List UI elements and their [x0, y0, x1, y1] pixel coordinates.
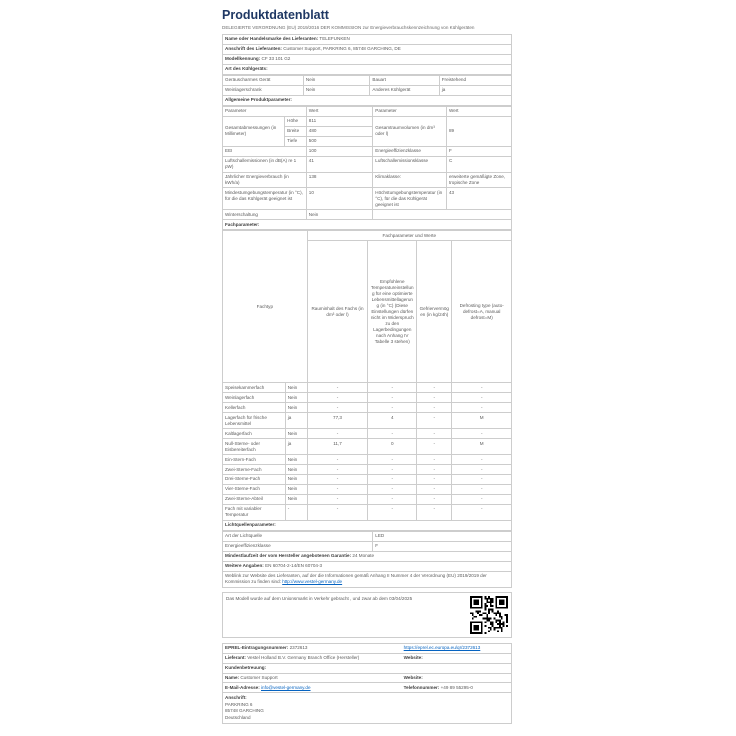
- support-heading-cell: Kundenbetreuung:: [223, 663, 512, 673]
- noise-value: 41: [306, 156, 372, 172]
- table-row: [223, 95, 512, 105]
- table-row: [223, 220, 512, 230]
- wine-storage-label: Weinlagerschrank: [223, 85, 304, 95]
- compartment-present: Nein: [285, 393, 307, 403]
- compartment-name: Zwei-Sterne-Fach: [223, 465, 286, 475]
- table-row: [223, 116, 512, 126]
- support-phone-label: Telefonnummer:: [403, 684, 440, 690]
- weblink-label: Weblink zur Website des Lieferanten, auf der die Informationen gemäß Anhang II Nummer 4 der Verordnung (EU) 2019/2019 der Kommission zu finden sind:: [225, 573, 487, 585]
- supplier-website-link[interactable]: http://www.vestel-germany.de: [282, 579, 343, 585]
- compartment-temp: -: [368, 504, 417, 520]
- compartment-volume: -: [307, 465, 368, 475]
- support-name-label: Name:: [225, 675, 240, 680]
- manufacturer-value: Vestel Holland B.V. Germany Branch Office (Hersteller): [247, 655, 360, 661]
- compartment-present: Nein: [285, 403, 307, 413]
- header-parameter-1: Parameter: [223, 106, 307, 116]
- depth-value: 500: [306, 136, 372, 146]
- support-phone-value: +49 89 55295-0: [440, 684, 473, 690]
- eprel-number: 2372613: [289, 645, 308, 651]
- compartment-temp: -: [368, 465, 417, 475]
- table-row: [223, 146, 512, 156]
- compartment-row: [223, 429, 512, 439]
- compartment-freeze: -: [417, 494, 452, 504]
- compartment-temp: -: [368, 474, 417, 484]
- header-wert-2: Wert: [446, 106, 511, 116]
- support-name-cell: [223, 673, 402, 683]
- support-email-label: E-Mail-Adresse:: [225, 684, 260, 690]
- table-row: [223, 64, 512, 74]
- annual-energy-label: Jährlicher Energieverbrauch (in kWh/a): [223, 172, 307, 188]
- col-header-defrost: Defrosting type (auto-defrost=A, manual defrost=M): [452, 241, 512, 383]
- annual-energy-value: 138: [306, 172, 372, 188]
- other-appliance-label: Anderes Kühlgerät: [370, 85, 439, 95]
- table-row: [223, 85, 512, 95]
- compartment-freeze: -: [417, 403, 452, 413]
- compartment-name: Kellerfach: [223, 403, 286, 413]
- table-row: [223, 571, 512, 587]
- compartment-row: [223, 439, 512, 455]
- compartment-defrost: -: [452, 383, 512, 393]
- table-row: [223, 663, 512, 673]
- compartment-defrost: -: [452, 474, 512, 484]
- table-row: [223, 106, 512, 116]
- compartment-row: [223, 455, 512, 465]
- compartment-volume: -: [307, 484, 368, 494]
- eei-value: 100: [306, 146, 372, 156]
- compartment-defrost: -: [452, 429, 512, 439]
- support-address-line: PARKRING 6: [225, 701, 253, 707]
- light-class-label: Energieeffizienzklasse: [223, 541, 373, 551]
- warranty-row: [223, 551, 512, 561]
- model-id-value: CF 33 101 G2: [261, 56, 291, 62]
- table-row: [223, 44, 512, 54]
- eei-label: EEI: [223, 146, 307, 156]
- compartment-defrost: -: [452, 494, 512, 504]
- table-row: [223, 653, 512, 663]
- compartment-freeze: -: [417, 413, 452, 429]
- min-temp-label: Mindestumgebungstemperatur (in °C), für die das Kühlgerät geeignet ist: [223, 188, 307, 210]
- header-wert-1: Wert: [306, 106, 372, 116]
- compartments-heading: Fachparameter:: [223, 220, 512, 230]
- compartment-volume: -: [307, 403, 368, 413]
- compartment-present: Nein: [285, 455, 307, 465]
- energy-class-label: Energieeffizienzklasse: [373, 146, 447, 156]
- table-row: [223, 551, 512, 561]
- compartment-temp: -: [368, 383, 417, 393]
- table-row: [223, 643, 512, 653]
- table-row: [223, 34, 512, 44]
- compartment-defrost: -: [452, 455, 512, 465]
- col-group-header: Fachparameter und Werte: [307, 231, 511, 241]
- light-params-heading: Lichtquellenparameter:: [223, 520, 512, 530]
- compartment-present: ja: [285, 439, 307, 455]
- page-title: Produktdatenblatt: [222, 8, 329, 22]
- compartment-defrost: M: [452, 439, 512, 455]
- design-type-value: Freistehend: [439, 75, 511, 85]
- compartment-defrost: -: [452, 393, 512, 403]
- supplier-address-row: [223, 44, 512, 54]
- compartment-freeze: -: [417, 393, 452, 403]
- compartment-volume: 11,7: [307, 439, 368, 455]
- low-noise-label: Geräuscharmes Gerät: [223, 75, 304, 85]
- compartment-name: Vier-Sterne-Fach: [223, 484, 286, 494]
- compartment-freeze: -: [417, 439, 452, 455]
- compartment-row: [223, 474, 512, 484]
- table-row: [223, 156, 512, 172]
- appliance-type-heading: Art des Kühlgeräts:: [223, 64, 512, 74]
- supplier-table: [222, 34, 512, 75]
- max-temp-value: 43: [446, 188, 511, 210]
- support-phone-cell: [402, 683, 512, 693]
- compartment-volume: 77,3: [307, 413, 368, 429]
- compartment-temp: -: [368, 494, 417, 504]
- empty-cell: [373, 210, 512, 220]
- compartment-name: Kaltlagerfach: [223, 429, 286, 439]
- other-appliance-value: ja: [439, 85, 511, 95]
- compartment-freeze: -: [417, 474, 452, 484]
- design-type-label: Bauart: [370, 75, 439, 85]
- noise-class-value: C: [446, 156, 511, 172]
- model-id-label: Modellkennung:: [225, 56, 261, 62]
- compartment-temp: -: [368, 403, 417, 413]
- eprel-link-cell: [402, 643, 512, 653]
- compartment-volume: -: [307, 474, 368, 484]
- compartment-temp: -: [368, 429, 417, 439]
- light-source-value: LED: [373, 531, 512, 541]
- supplier-name-row: [223, 34, 512, 44]
- compartment-row: [223, 393, 512, 403]
- compartment-row: [223, 484, 512, 494]
- light-class-value: F: [373, 541, 512, 551]
- compartment-present: ja: [285, 413, 307, 429]
- table-row: [223, 520, 512, 530]
- min-temp-value: 10: [306, 188, 372, 210]
- compartment-present: Nein: [285, 429, 307, 439]
- compartment-defrost: -: [452, 484, 512, 494]
- compartment-row: [223, 403, 512, 413]
- compartment-row: [223, 504, 512, 520]
- market-placement-box: [222, 592, 512, 638]
- eprel-label: EPREL-Eintragungsnummer:: [225, 645, 289, 651]
- support-address-line: 85748 GARCHING: [225, 708, 264, 714]
- table-row: [223, 231, 512, 241]
- compartment-freeze: -: [417, 484, 452, 494]
- compartment-name: Drei-Sterne-Fach: [223, 474, 286, 484]
- height-label: Höhe: [285, 116, 307, 126]
- additional-info-row: [223, 561, 512, 571]
- manufacturer-label: Lieferant:: [225, 655, 246, 661]
- warranty-label: Mindestlaufzeit der vom Hersteller angebotenen Garantie:: [225, 553, 352, 559]
- noise-label: Luftschallemissionen (in dB(A) re 1 pW): [223, 156, 307, 172]
- product-datasheet: [222, 6, 512, 724]
- compartment-row: [223, 465, 512, 475]
- compartment-row: [223, 383, 512, 393]
- winter-setting-value: Nein: [306, 210, 372, 220]
- compartment-freeze: -: [417, 465, 452, 475]
- support-address-line: Deutschland: [225, 714, 251, 720]
- compartment-temp: -: [368, 393, 417, 403]
- col-header-temp: Empfohlene Temperatureinstellung für eine optimierte Lebensmittellagerung (in °C) (Diese Einstellungen dürfen nicht im Widerspruch zu den Lagerbedingungen nach Anhang IV Tabelle 3 stehen): [368, 241, 417, 383]
- table-row: [223, 531, 512, 541]
- compartment-volume: -: [307, 455, 368, 465]
- compartment-volume: -: [307, 429, 368, 439]
- table-row: [223, 210, 512, 220]
- eprel-link[interactable]: https://eprel.ec.europa.eu/qr/2372613: [403, 645, 481, 651]
- depth-label: Tiefe: [285, 136, 307, 146]
- manufacturer-cell: [223, 653, 402, 663]
- compartment-name: Ein-Stern-Fach: [223, 455, 286, 465]
- noise-class-label: Luftschallemissionsklasse: [373, 156, 447, 172]
- weblink-row: [223, 571, 512, 587]
- compartment-volume: -: [307, 383, 368, 393]
- compartment-name: Zwei-Sterne-Abteil: [223, 494, 286, 504]
- compartment-freeze: -: [417, 455, 452, 465]
- market-placement-text: Das Modell wurde auf dem Unionsmarkt in Verkehr gebracht , und zwar ab dem 03/04/2025: [226, 595, 413, 601]
- compartment-present: -: [285, 504, 307, 520]
- general-params-table: [222, 106, 512, 231]
- col-header-fachtyp: Fachtyp: [223, 231, 308, 383]
- compartment-present: Nein: [285, 465, 307, 475]
- compartment-name: Speisekammerfach: [223, 383, 286, 393]
- compartment-present: Nein: [285, 383, 307, 393]
- height-value: 811: [306, 116, 372, 126]
- max-temp-label: Höchstumgebungstemperatur (in °C), für die das Kühlgerät geeignet ist: [373, 188, 447, 210]
- compartment-name: Fach mit variabler Temperatur: [223, 504, 286, 520]
- general-params-heading: Allgemeine Produktparameter:: [223, 95, 512, 105]
- compartment-present: Nein: [285, 484, 307, 494]
- col-header-volume: Rauminhalt des Fachs (in dm³ oder l): [307, 241, 368, 383]
- wine-storage-value: Nein: [303, 85, 369, 95]
- compartment-defrost: M: [452, 413, 512, 429]
- compartment-row: [223, 413, 512, 429]
- light-source-label: Art der Lichtquelle: [223, 531, 373, 541]
- support-website-cell: [402, 673, 512, 683]
- table-row: [223, 541, 512, 551]
- table-row: [223, 75, 512, 85]
- table-row: [223, 188, 512, 210]
- table-row: [223, 54, 512, 64]
- compartment-defrost: -: [452, 403, 512, 413]
- manufacturer-website-label: Website:: [403, 655, 423, 661]
- width-value: 480: [306, 126, 372, 136]
- support-email-cell: [223, 683, 402, 693]
- compartment-name: Lagerfach für frische Lebensmittel: [223, 413, 286, 429]
- table-row: [223, 561, 512, 571]
- support-website-label: Website:: [403, 675, 423, 680]
- additional-info-label: Weitere Angaben:: [225, 563, 264, 569]
- header-parameter-2: Parameter: [373, 106, 447, 116]
- table-row: [223, 172, 512, 188]
- low-noise-value: Nein: [303, 75, 369, 85]
- climate-class-value: erweiterte gemäßigte Zone, tropische Zone: [446, 172, 511, 188]
- contact-table: [222, 643, 512, 724]
- compartment-temp: -: [368, 484, 417, 494]
- appliance-type-table: [222, 75, 512, 106]
- table-row: [223, 683, 512, 693]
- compartment-freeze: -: [417, 429, 452, 439]
- eprel-number-cell: [223, 643, 402, 653]
- supplier-address-label: Anschrift des Lieferanten:: [225, 46, 282, 52]
- total-volume-label: Gesamtraumvolumen (in dm³ oder l): [373, 116, 447, 146]
- support-address-label: Anschrift:: [225, 694, 247, 700]
- light-params-table: [222, 531, 512, 588]
- compartment-temp: 4: [368, 413, 417, 429]
- compartment-freeze: -: [417, 383, 452, 393]
- qr-code: [470, 596, 508, 634]
- compartment-name: Weinlagerfach: [223, 393, 286, 403]
- compartment-name: Null-Sterne- oder Eisbereiterfach: [223, 439, 286, 455]
- dimensions-label: Gesamtabmessungen (in Millimeter): [223, 116, 285, 146]
- compartment-defrost: -: [452, 465, 512, 475]
- col-header-freeze: Gefriervermögen (in kg/24h): [417, 241, 452, 383]
- regulation-text: DELEGIERTE VERORDNUNG (EU) 2019/2016 DER KOMMISSION zur Energieverbrauchskennzeichnung von Kühlgeräten: [222, 25, 475, 30]
- table-row: [223, 673, 512, 683]
- climate-class-label: Klimaklasse:: [373, 172, 447, 188]
- compartment-present: Nein: [285, 494, 307, 504]
- support-address-cell: [223, 693, 512, 724]
- width-label: Breite: [285, 126, 307, 136]
- table-row: [223, 693, 512, 724]
- winter-setting-label: Winterschaltung: [223, 210, 307, 220]
- compartment-volume: -: [307, 393, 368, 403]
- compartment-row: [223, 494, 512, 504]
- additional-info-value: EN 60704-2-14/EN 60704-3: [265, 563, 323, 569]
- warranty-value: 24 Monate: [352, 553, 375, 559]
- supplier-name-label: Name oder Handelsmarke des Lieferanten:: [225, 36, 319, 42]
- compartment-temp: 0: [368, 439, 417, 455]
- compartment-volume: -: [307, 494, 368, 504]
- compartment-present: Nein: [285, 474, 307, 484]
- supplier-address-value: Customer Support, PARKRING 6, 85748 GARCHING, DE: [283, 46, 401, 52]
- model-id-row: [223, 54, 512, 64]
- support-email-link[interactable]: info@vestel-germany.de: [261, 684, 311, 690]
- total-volume-value: 89: [446, 116, 511, 146]
- compartment-freeze: -: [417, 504, 452, 520]
- compartments-table: [222, 230, 512, 530]
- compartment-volume: -: [307, 504, 368, 520]
- compartment-temp: -: [368, 455, 417, 465]
- supplier-name-value: TELEFUNKEN: [319, 36, 350, 42]
- compartment-defrost: -: [452, 504, 512, 520]
- support-name-value: Customer Support: [240, 675, 278, 680]
- manufacturer-website-cell: [402, 653, 512, 663]
- energy-class-value: F: [446, 146, 511, 156]
